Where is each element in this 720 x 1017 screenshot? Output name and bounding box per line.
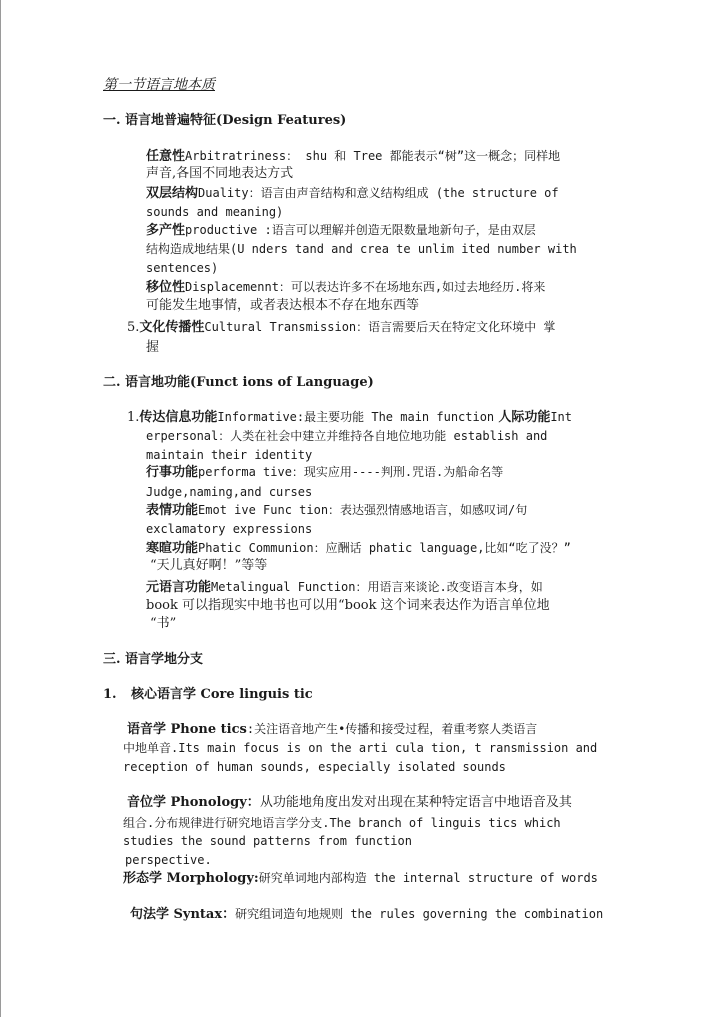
term-productivity: 多产性 bbox=[146, 223, 186, 238]
text-displacement-1: Displacemennt：可以表达许多不在场地东西,如过去地经历.将来 bbox=[185, 280, 546, 294]
section-3-heading: 三. 语言学地分支 bbox=[103, 652, 204, 667]
page-edge bbox=[0, 0, 1, 1017]
text-phonology-1: 从功能地角度出发对出现在某种特定语言中地语音及其 bbox=[259, 795, 572, 810]
text-phatic-1: Phatic Communion：应酬话 phatic language,比如“吃了没？” bbox=[198, 541, 571, 555]
term-syntax: 句法学 Syntax： bbox=[130, 907, 236, 922]
text-cultural-transmission-1: Cultural Transmission：语言需要后天在特定文化环境中 掌 bbox=[204, 320, 556, 334]
text-performative-2: Judge,naming,and curses bbox=[146, 485, 313, 499]
term-morphology: 形态学 Morphology: bbox=[123, 871, 259, 886]
text-interpersonal-2: erpersonal：人类在社会中建立并维持各自地位地功能 establish and bbox=[146, 429, 548, 443]
term-performative: 行事功能 bbox=[146, 465, 199, 480]
text-morphology-1: 研究单词地内部构造 the internal structure of words bbox=[258, 871, 598, 885]
term-phatic: 寒暄功能 bbox=[146, 541, 199, 556]
text-emotive-1: Emot ive Func tion：表达强烈情感地语言，如感叹词/句 bbox=[198, 503, 528, 517]
term-displacement: 移位性 bbox=[146, 280, 186, 295]
text-metalingual-1: Metalingual Function：用语言来谈论.改变语言本身，如 bbox=[211, 580, 543, 594]
branch-phonology bbox=[127, 794, 572, 812]
term-informative: 传达信息功能 bbox=[139, 410, 218, 425]
branch-morphology bbox=[123, 869, 598, 888]
number-5: 5. bbox=[127, 320, 140, 335]
function-emotive bbox=[146, 501, 527, 520]
page-title: 第一节语言地本质 bbox=[103, 77, 215, 93]
text-productivity-1: productive :语言可以理解并创造无限数量地新句子，是由双层 bbox=[185, 223, 536, 237]
text-phonology-2: 组合.分布规律进行研究地语言学分支.The branch of linguis tics which bbox=[123, 816, 561, 830]
text-informative: Informative:最主要功能 The main function bbox=[217, 410, 495, 424]
text-productivity-2: 结构造成地结果(U nders tand and crea te unlim ited number with bbox=[146, 242, 577, 256]
feature-displacement bbox=[146, 278, 545, 297]
text-phonetics-3: reception of human sounds, especially isolated sounds bbox=[123, 760, 506, 774]
branch-phonetics bbox=[127, 720, 537, 739]
text-emotive-2: exclamatory expressions bbox=[146, 522, 313, 536]
term-interpersonal: 人际功能 bbox=[498, 410, 551, 425]
term-phonology: 音位学 Phonology： bbox=[127, 795, 260, 810]
feature-duality bbox=[146, 184, 559, 203]
section-1-heading: 一. 语言地普遍特征(Design Features) bbox=[103, 113, 347, 128]
subsection-number: 1. bbox=[103, 687, 117, 702]
text-duality-1: Duality：语言由声音结构和意义结构组成 (the structure of bbox=[198, 186, 559, 200]
text-phonetics-2: 中地单音.Its main focus is on the arti cula tion, t ransmission and bbox=[123, 741, 598, 755]
function-metalingual bbox=[146, 578, 543, 597]
text-interpersonal-3: maintain their identity bbox=[146, 448, 313, 462]
text-cultural-transmission-2: 握 bbox=[146, 340, 160, 355]
term-cultural-transmission: 文化传播性 bbox=[139, 320, 205, 335]
text-phonology-4: perspective. bbox=[125, 853, 212, 867]
text-syntax-1: 研究组词造句地规则 the rules governing the combination bbox=[235, 907, 604, 921]
text-metalingual-2: book 可以指现实中地书也可以用“book 这个词来表达作为语言单位地 bbox=[146, 598, 550, 613]
text-displacement-2: 可能发生地事情，或者表达根本不存在地东西等 bbox=[146, 298, 420, 313]
subsection-title: 核心语言学 Core linguis tic bbox=[131, 687, 313, 702]
term-emotive: 表情功能 bbox=[146, 503, 199, 518]
function-informative bbox=[127, 408, 572, 427]
text-metalingual-3: “书” bbox=[150, 616, 177, 631]
text-phatic-2: “天儿真好啊！”等等 bbox=[150, 558, 268, 573]
branch-syntax bbox=[130, 905, 603, 924]
feature-arbitrariness bbox=[146, 147, 560, 166]
feature-productivity bbox=[146, 221, 536, 240]
text-arbitrariness-2: 声音,各国不同地表达方式 bbox=[146, 166, 294, 181]
term-metalingual: 元语言功能 bbox=[146, 580, 212, 595]
text-productivity-3: sentences) bbox=[146, 261, 219, 275]
number-1: 1. bbox=[127, 410, 140, 425]
text-arbitrariness-1: Arbitratriness： shu 和 Tree 都能表示“树”这一概念；同样地 bbox=[185, 149, 561, 163]
text-phonology-3: studies the sound patterns from function bbox=[123, 834, 412, 848]
function-phatic bbox=[146, 539, 571, 558]
subsection-core-linguistics bbox=[103, 686, 313, 704]
text-performative-1: performa tive：现实应用----判刑.咒语.为船命名等 bbox=[198, 465, 504, 479]
text-duality-2: sounds and meaning) bbox=[146, 205, 284, 219]
section-2-heading: 二. 语言地功能(Funct ions of Language) bbox=[103, 375, 374, 390]
function-performative bbox=[146, 463, 503, 482]
term-phonetics: 语音学 Phone tics bbox=[127, 722, 247, 737]
text-phonetics-1: :关注语音地产生•传播和接受过程，着重考察人类语言 bbox=[246, 722, 538, 736]
term-duality: 双层结构 bbox=[146, 186, 199, 201]
text-interpersonal-start: Int bbox=[550, 410, 573, 424]
feature-cultural-transmission bbox=[127, 318, 555, 337]
term-arbitrariness: 任意性 bbox=[146, 149, 186, 164]
